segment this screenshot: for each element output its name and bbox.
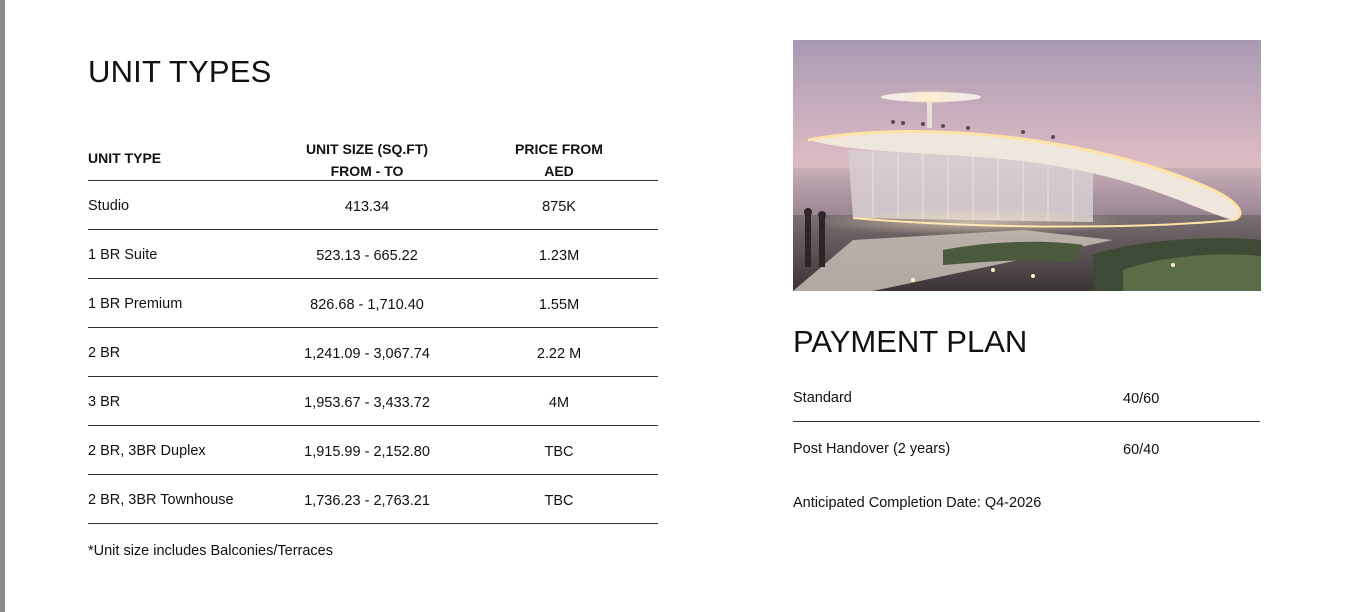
- cell-price: 1.55M: [538, 297, 580, 313]
- cell-price: 4M: [548, 395, 570, 411]
- unit-size-footnote: *Unit size includes Balconies/Terraces: [88, 543, 333, 559]
- cell-unit-type: 2 BR: [88, 345, 121, 361]
- table-row: [88, 377, 658, 426]
- cell-price: TBC: [544, 444, 574, 460]
- cell-unit-type: Studio: [88, 198, 130, 214]
- column-header-unit-size-line1: UNIT SIZE (SQ.FT): [305, 141, 429, 157]
- table-header: [88, 134, 658, 181]
- payment-row: [793, 431, 1260, 472]
- table-row: [88, 328, 658, 377]
- unit-types-table: [88, 134, 658, 524]
- payment-row-value: 60/40: [1123, 442, 1160, 458]
- cell-unit-size: 1,241.09 - 3,067.74: [304, 346, 430, 362]
- cell-unit-size: 1,915.99 - 2,152.80: [304, 444, 430, 460]
- cell-price: TBC: [544, 493, 574, 509]
- cell-unit-size: 1,953.67 - 3,433.72: [304, 395, 430, 411]
- cell-unit-size: 826.68 - 1,710.40: [310, 297, 424, 313]
- table-row: [88, 475, 658, 524]
- cell-unit-type: 1 BR Premium: [88, 296, 183, 312]
- table-row: [88, 230, 658, 279]
- left-edge-bar: [0, 0, 5, 612]
- payment-plan-table: [793, 380, 1260, 472]
- payment-row-value: 40/60: [1123, 391, 1160, 407]
- building-rendering-image: [793, 40, 1261, 291]
- cell-unit-size: 413.34: [344, 199, 390, 215]
- column-header-price-line2: AED: [544, 163, 574, 179]
- payment-row: [793, 380, 1260, 422]
- cell-unit-type: 1 BR Suite: [88, 247, 158, 263]
- column-header-unit-type: UNIT TYPE: [88, 150, 162, 166]
- payment-plan-title: PAYMENT PLAN: [793, 324, 1028, 359]
- payment-row-label: Post Handover (2 years): [793, 441, 951, 457]
- cell-unit-type: 3 BR: [88, 394, 121, 410]
- column-header-unit-size-line2: FROM - TO: [330, 163, 404, 179]
- table-row: [88, 426, 658, 475]
- column-header-price: [459, 138, 659, 182]
- unit-types-title: UNIT TYPES: [88, 54, 272, 89]
- cell-price: 875K: [542, 199, 576, 215]
- cell-price: 2.22 M: [536, 346, 582, 362]
- completion-date: Anticipated Completion Date: Q4-2026: [793, 495, 1042, 511]
- cell-unit-size: 1,736.23 - 2,763.21: [304, 493, 430, 509]
- cell-unit-type: 2 BR, 3BR Duplex: [88, 443, 206, 459]
- cell-price: 1.23M: [538, 248, 580, 264]
- cell-unit-type: 2 BR, 3BR Townhouse: [88, 492, 234, 508]
- cell-unit-size: 523.13 - 665.22: [316, 248, 418, 264]
- payment-row-label: Standard: [793, 390, 852, 406]
- table-row: [88, 279, 658, 328]
- column-header-unit-size: [267, 138, 467, 182]
- column-header-price-line1: PRICE FROM: [515, 141, 603, 157]
- table-row: [88, 181, 658, 230]
